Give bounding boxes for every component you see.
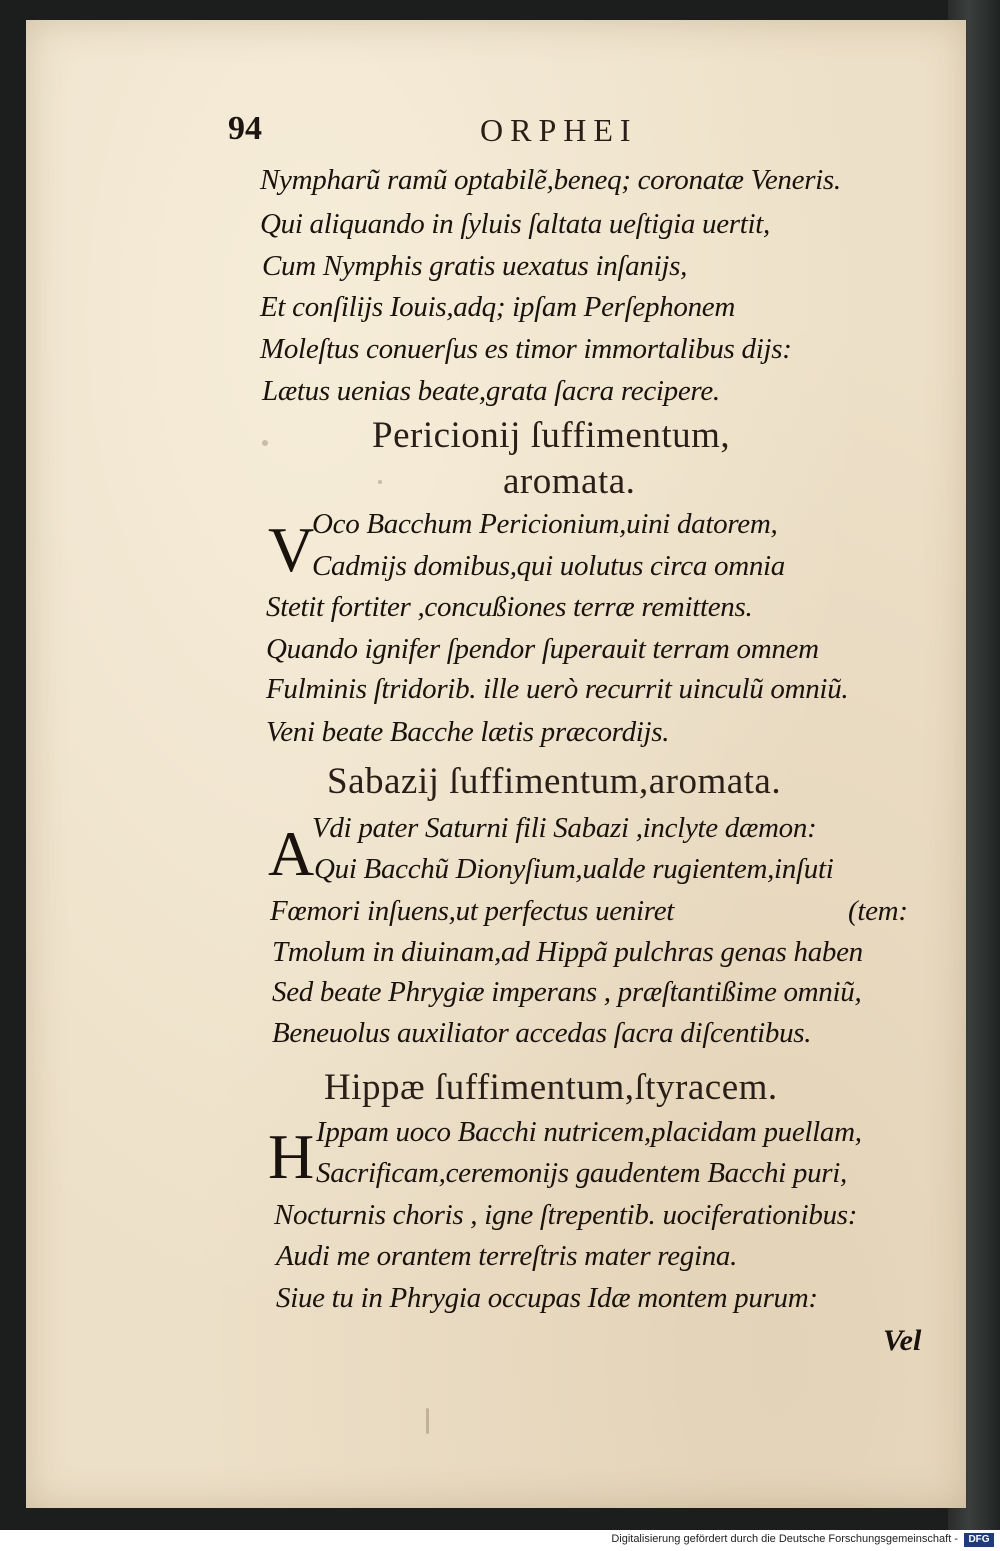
- drop-capital: A: [268, 818, 315, 889]
- paper-blemish: [378, 480, 382, 484]
- section-heading: Hippæ ſuffimentum,ſtyracem.: [324, 1067, 778, 1108]
- verse-line: Veni beate Bacche lætis præcordijs.: [266, 716, 670, 748]
- verse-line: Sed beate Phrygiæ imperans , præſtantißime omniũ,: [272, 976, 862, 1008]
- verse-line: Cum Nymphis gratis uexatus inſanijs,: [262, 250, 688, 282]
- verse-line: Tmolum in diuinam,ad Hippã pulchras genas haben: [272, 936, 863, 968]
- drop-capital: V: [268, 514, 315, 585]
- verse-line: Nympharũ ramũ optabilẽ,beneq; coronatæ Veneris.: [260, 164, 841, 196]
- verse-line: Cadmijs domibus,qui uolutus circa omnia: [312, 550, 785, 582]
- section-heading: Pericionij ſuffimentum,: [372, 415, 731, 456]
- verse-line: Quando ignifer ſpendor ſuperauit terram omnem: [266, 633, 819, 665]
- verse-line: Fœmori inſuens,ut perfectus ueniret: [270, 895, 675, 927]
- section-heading: aromata.: [503, 461, 636, 502]
- verse-line: Nocturnis choris , igne ſtrepentib. uociferationibus:: [274, 1199, 858, 1231]
- verse-line: Beneuolus auxiliator accedas ſacra diſcentibus.: [272, 1017, 812, 1049]
- catchword: Vel: [883, 1324, 922, 1357]
- verse-line: Siue tu in Phrygia occupas Idæ montem purum:: [276, 1282, 818, 1314]
- page-header: [228, 110, 848, 160]
- verse-line: Qui Bacchũ Dionyſium,ualde rugientem,inſuti: [314, 853, 834, 885]
- verse-line: Vdi pater Saturni fili Sabazi ,inclyte dæmon:: [312, 812, 817, 844]
- verse-line: Qui aliquando in ſyluis ſaltata ueſtigia uertit,: [260, 208, 771, 240]
- paper-blemish: [426, 1408, 429, 1434]
- verse-line: Lætus uenias beate,grata ſacra recipere.: [262, 375, 720, 407]
- page-number: 94: [228, 110, 262, 147]
- verse-line: Sacrificam,ceremonijs gaudentem Bacchi puri,: [316, 1157, 847, 1189]
- verse-line: Ippam uoco Bacchi nutricem,placidam puellam,: [316, 1116, 862, 1148]
- paper-blemish: [262, 440, 268, 446]
- running-head: ORPHEI: [480, 112, 638, 148]
- verse-line: Fulminis ſtridorib. ille uerò recurrit uinculũ omniũ.: [266, 673, 849, 705]
- section-heading: Sabazij ſuffimentum,aromata.: [327, 761, 782, 802]
- verse-line: Et conſilijs Iouis,adq; ipſam Perſephonem: [260, 291, 735, 323]
- dfg-logo: DFG: [964, 1533, 994, 1547]
- verse-line: Stetit fortiter ,concußiones terræ remittens.: [266, 591, 753, 623]
- verse-line-turnover: (tem:: [848, 895, 908, 927]
- footer-bar: [0, 1530, 1000, 1551]
- funding-credit: Digitalisierung gefördert durch die Deutsche Forschungsgemeinschaft -: [611, 1533, 958, 1545]
- drop-capital: H: [268, 1121, 315, 1192]
- verse-line: Moleſtus conuerſus es timor immortalibus dijs:: [260, 333, 792, 365]
- verse-line: Audi me orantem terreſtris mater regina.: [276, 1240, 738, 1272]
- verse-line: Oco Bacchum Pericionium,uini datorem,: [312, 508, 778, 540]
